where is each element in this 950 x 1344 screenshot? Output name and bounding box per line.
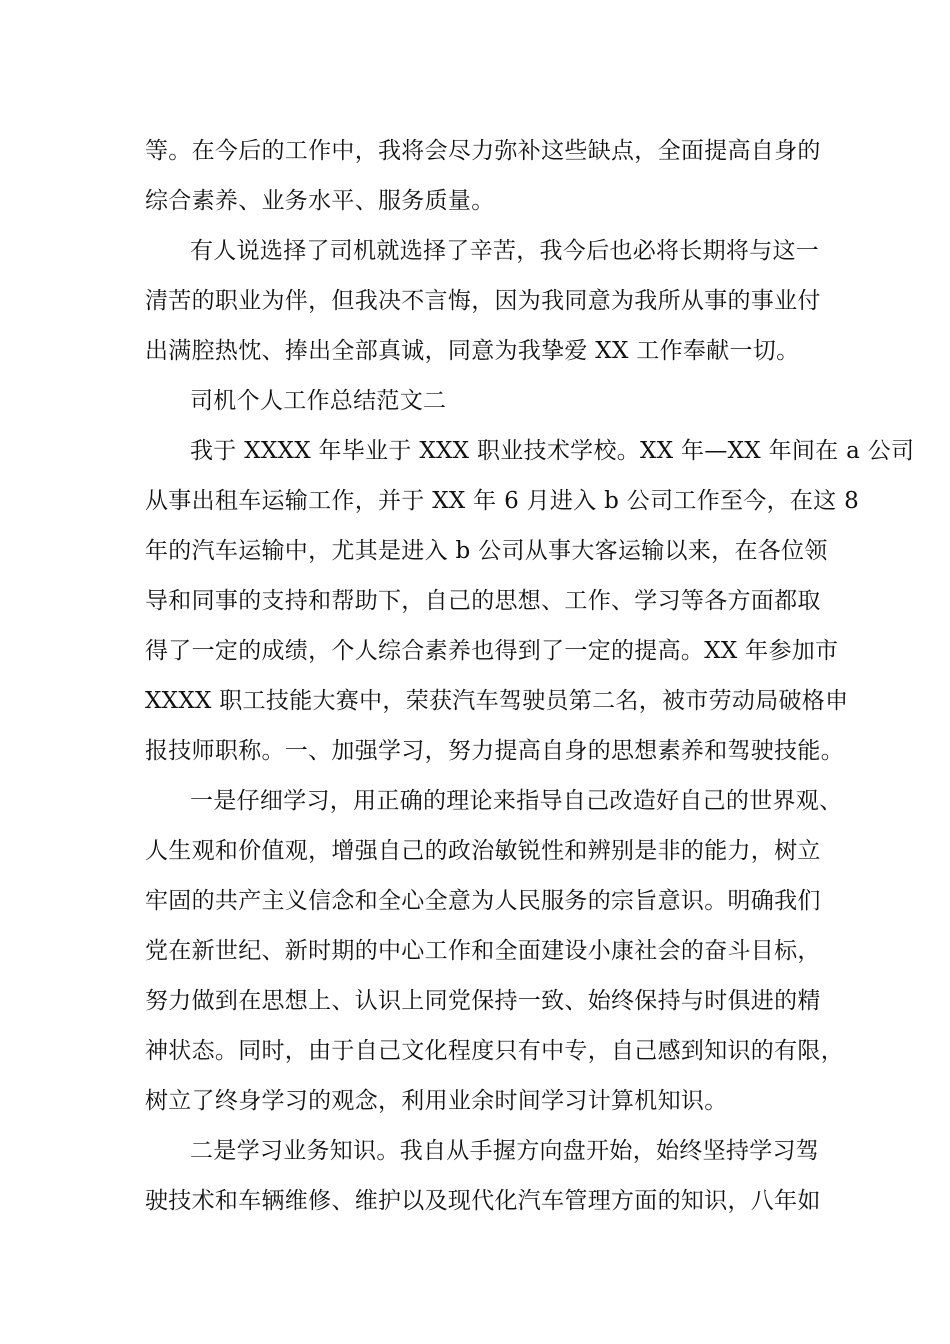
text-line: 树立了终身学习的观念，利用业余时间学习计算机知识。 bbox=[145, 1088, 728, 1114]
text-line: 导和同事的支持和帮助下，自己的思想、工作、学习等各方面都取 bbox=[145, 588, 821, 614]
text-line: 神状态。同时，由于自己文化程度只有中专，自己感到知识的有限， bbox=[145, 1038, 844, 1064]
text-line: 等。在今后的工作中，我将会尽力弥补这些缺点，全面提高自身的 bbox=[145, 138, 821, 164]
paragraph-start-line: 有人说选择了司机就选择了辛苦，我今后也必将长期将与这一 bbox=[190, 238, 820, 264]
text-line: 努力做到在思想上、认识上同党保持一致、始终保持与时俱进的精 bbox=[145, 988, 821, 1014]
paragraph-start-line: 我于 XXXX 年毕业于 XXX 职业技术学校。XX 年—XX 年间在 a 公司 bbox=[190, 438, 915, 464]
text-line: 牢固的共产主义信念和全心全意为人民服务的宗旨意识。明确我们 bbox=[145, 888, 821, 914]
text-line: 得了一定的成绩，个人综合素养也得到了一定的提高。XX 年参加市 bbox=[145, 638, 839, 664]
paragraph-start-line: 二是学习业务知识。我自从手握方向盘开始，始终坚持学习驾 bbox=[190, 1138, 820, 1164]
text-line: 报技师职称。一、加强学习，努力提高自身的思想素养和驾驶技能。 bbox=[145, 738, 844, 764]
text-line: 党在新世纪、新时期的中心工作和全面建设小康社会的奋斗目标， bbox=[145, 938, 821, 964]
text-line: 出满腔热忱、捧出全部真诚，同意为我挚爱 XX 工作奉献一切。 bbox=[145, 338, 800, 364]
text-line: XXXX 职工技能大赛中，荣获汽车驾驶员第二名，被市劳动局破格申 bbox=[145, 688, 849, 714]
text-line: 综合素养、业务水平、服务质量。 bbox=[145, 188, 495, 214]
text-line: 驶技术和车辆维修、维护以及现代化汽车管理方面的知识，八年如 bbox=[145, 1188, 821, 1214]
section-heading: 司机个人工作总结范文二 bbox=[190, 388, 447, 414]
text-line: 人生观和价值观，增强自己的政治敏锐性和辨别是非的能力，树立 bbox=[145, 838, 821, 864]
paragraph-start-line: 一是仔细学习，用正确的理论来指导自己改造好自己的世界观、 bbox=[190, 788, 843, 814]
text-line: 年的汽车运输中，尤其是进入 b 公司从事大客运输以来，在各位领 bbox=[145, 538, 828, 564]
text-line: 从事出租车运输工作，并于 XX 年 6 月进入 b 公司工作至今，在这 8 bbox=[145, 488, 860, 514]
text-line: 清苦的职业为伴，但我决不言悔，因为我同意为我所从事的事业付 bbox=[145, 288, 821, 314]
